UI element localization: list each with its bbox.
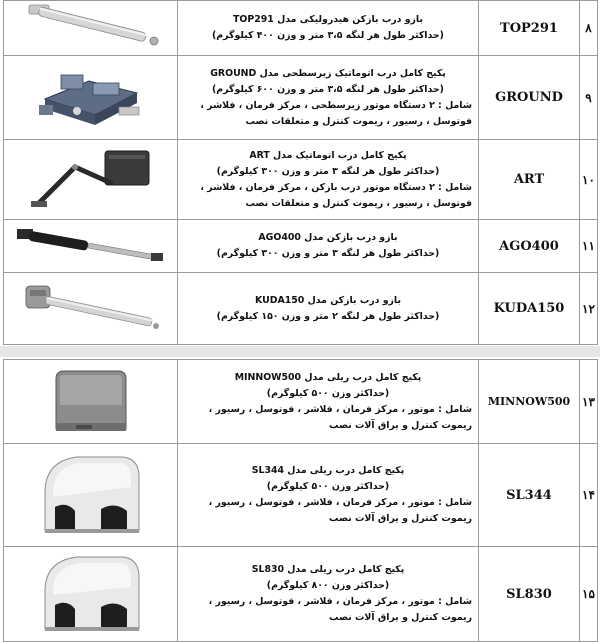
product-spec: (حداکثر طول هر لنگه ۲ متر و وزن ۱۵۰ کیلوگرم): [216, 310, 440, 322]
table-row: [4, 140, 598, 220]
product-model: SL344: [479, 444, 580, 547]
product-description: [178, 220, 479, 273]
product-title: بازو درب بازکن هیدرولیکی مدل TOP291: [233, 14, 423, 25]
product-includes: شامل : موتور ، مرکز فرمان ، فلاشر ، فوتوسل ، رسیور ، ریموت کنترل و یراق آلات نصب: [208, 497, 472, 524]
product-image-cell: [4, 220, 178, 273]
table-row: [4, 444, 598, 547]
table-row: [4, 273, 598, 345]
table-row: [4, 360, 598, 444]
hydraulic-arm-icon: [11, 3, 171, 53]
product-includes: شامل : ۲ دستگاه موتور زیرسطحی ، مرکز فرمان ، فلاشر ، فوتوسل ، رسیور ، ریموت کنترل و متعلقات نصب: [200, 99, 472, 127]
product-table-sliding: [3, 359, 598, 642]
swing-arm-icon: [11, 223, 171, 269]
product-spec: (حداکثر طول هر لنگه ۳ متر و وزن ۳۰۰ کیلوگرم): [216, 248, 440, 259]
product-spec: (حداکثر طول هر لنگه ۳ متر و وزن ۳۰۰ کیلوگرم): [216, 165, 440, 177]
product-description: [178, 273, 479, 345]
table-row: [4, 56, 598, 140]
row-number: ۱۵: [580, 547, 598, 642]
row-number: ۹: [580, 56, 598, 140]
sliding-motor-icon: [31, 549, 151, 639]
row-number: ۱۲: [580, 273, 598, 345]
product-title: بازو درب بازکن مدل AGO400: [258, 232, 398, 243]
product-title: پکیج کامل درب اتوماتیک زیرسطحی مدل GROUND: [210, 67, 446, 79]
product-model: ART: [479, 140, 580, 220]
product-model: TOP291: [479, 1, 580, 56]
product-spec: (حداکثر طول هر لنگه ۳،۵ متر و وزن ۶۰۰ کیلوگرم): [212, 83, 444, 95]
underground-motor-icon: [31, 63, 151, 133]
table-row: [4, 547, 598, 642]
table-row: [4, 220, 598, 273]
row-number: ۸: [580, 1, 598, 56]
table-row: [4, 1, 598, 56]
product-model: MINNOW500: [479, 360, 580, 444]
product-model: GROUND: [479, 56, 580, 140]
product-includes: شامل : موتور ، مرکز فرمان ، فلاشر ، فوتوسل ، رسیور ، ریموت کنترل و یراق آلات نصب: [208, 403, 472, 431]
product-description: [178, 444, 479, 547]
product-table-swing: [3, 0, 598, 345]
product-description: [178, 1, 479, 56]
product-spec: (حداکثر طول هر لنگه ۳،۵ متر و وزن ۴۰۰ کیلوگرم): [212, 30, 444, 41]
product-description: [178, 56, 479, 140]
product-includes: شامل : موتور ، مرکز فرمان ، فلاشر ، فوتوسل ، رسیور ، ریموت کنترل و یراق آلات نصب: [208, 596, 472, 623]
product-spec: (حداکثر وزن ۵۰۰ کیلوگرم): [266, 481, 390, 492]
product-image-cell: [4, 56, 178, 140]
linear-actuator-icon: [16, 278, 166, 340]
product-image-cell: [4, 1, 178, 56]
product-image-cell: [4, 547, 178, 642]
product-description: [178, 140, 479, 220]
section-separator: [0, 346, 600, 357]
sliding-motor-icon: [31, 447, 151, 543]
product-image-cell: [4, 360, 178, 444]
product-spec: (حداکثر وزن ۵۰۰ کیلوگرم): [266, 387, 390, 399]
product-model: AGO400: [479, 220, 580, 273]
product-title: پکیج کامل درب ریلی مدل MINNOW500: [234, 371, 422, 383]
product-title: پکیج کامل درب ریلی مدل SL344: [251, 465, 405, 476]
row-number: ۱۳: [580, 360, 598, 444]
product-description: [178, 360, 479, 444]
sliding-motor-icon: [46, 365, 136, 439]
row-number: ۱۰: [580, 140, 598, 220]
product-title: پکیج کامل درب ریلی مدل SL830: [251, 564, 405, 575]
product-image-cell: [4, 444, 178, 547]
product-image-cell: [4, 140, 178, 220]
product-model: SL830: [479, 547, 580, 642]
product-model: KUDA150: [479, 273, 580, 345]
product-image-cell: [4, 273, 178, 345]
product-spec: (حداکثر وزن ۸۰۰ کیلوگرم): [266, 580, 390, 591]
product-title: بازو درب بازکن مدل KUDA150: [255, 294, 401, 306]
articulated-arm-icon: [21, 145, 161, 215]
product-title: پکیج کامل درب اتوماتیک مدل ART: [249, 149, 407, 161]
row-number: ۱۱: [580, 220, 598, 273]
row-number: ۱۴: [580, 444, 598, 547]
product-includes: شامل : ۲ دستگاه موتور درب بازکن ، مرکز فرمان ، فلاشر ، فوتوسل ، رسیور ، ریموت کنترل و متعلقات نصب: [200, 181, 472, 209]
product-description: [178, 547, 479, 642]
